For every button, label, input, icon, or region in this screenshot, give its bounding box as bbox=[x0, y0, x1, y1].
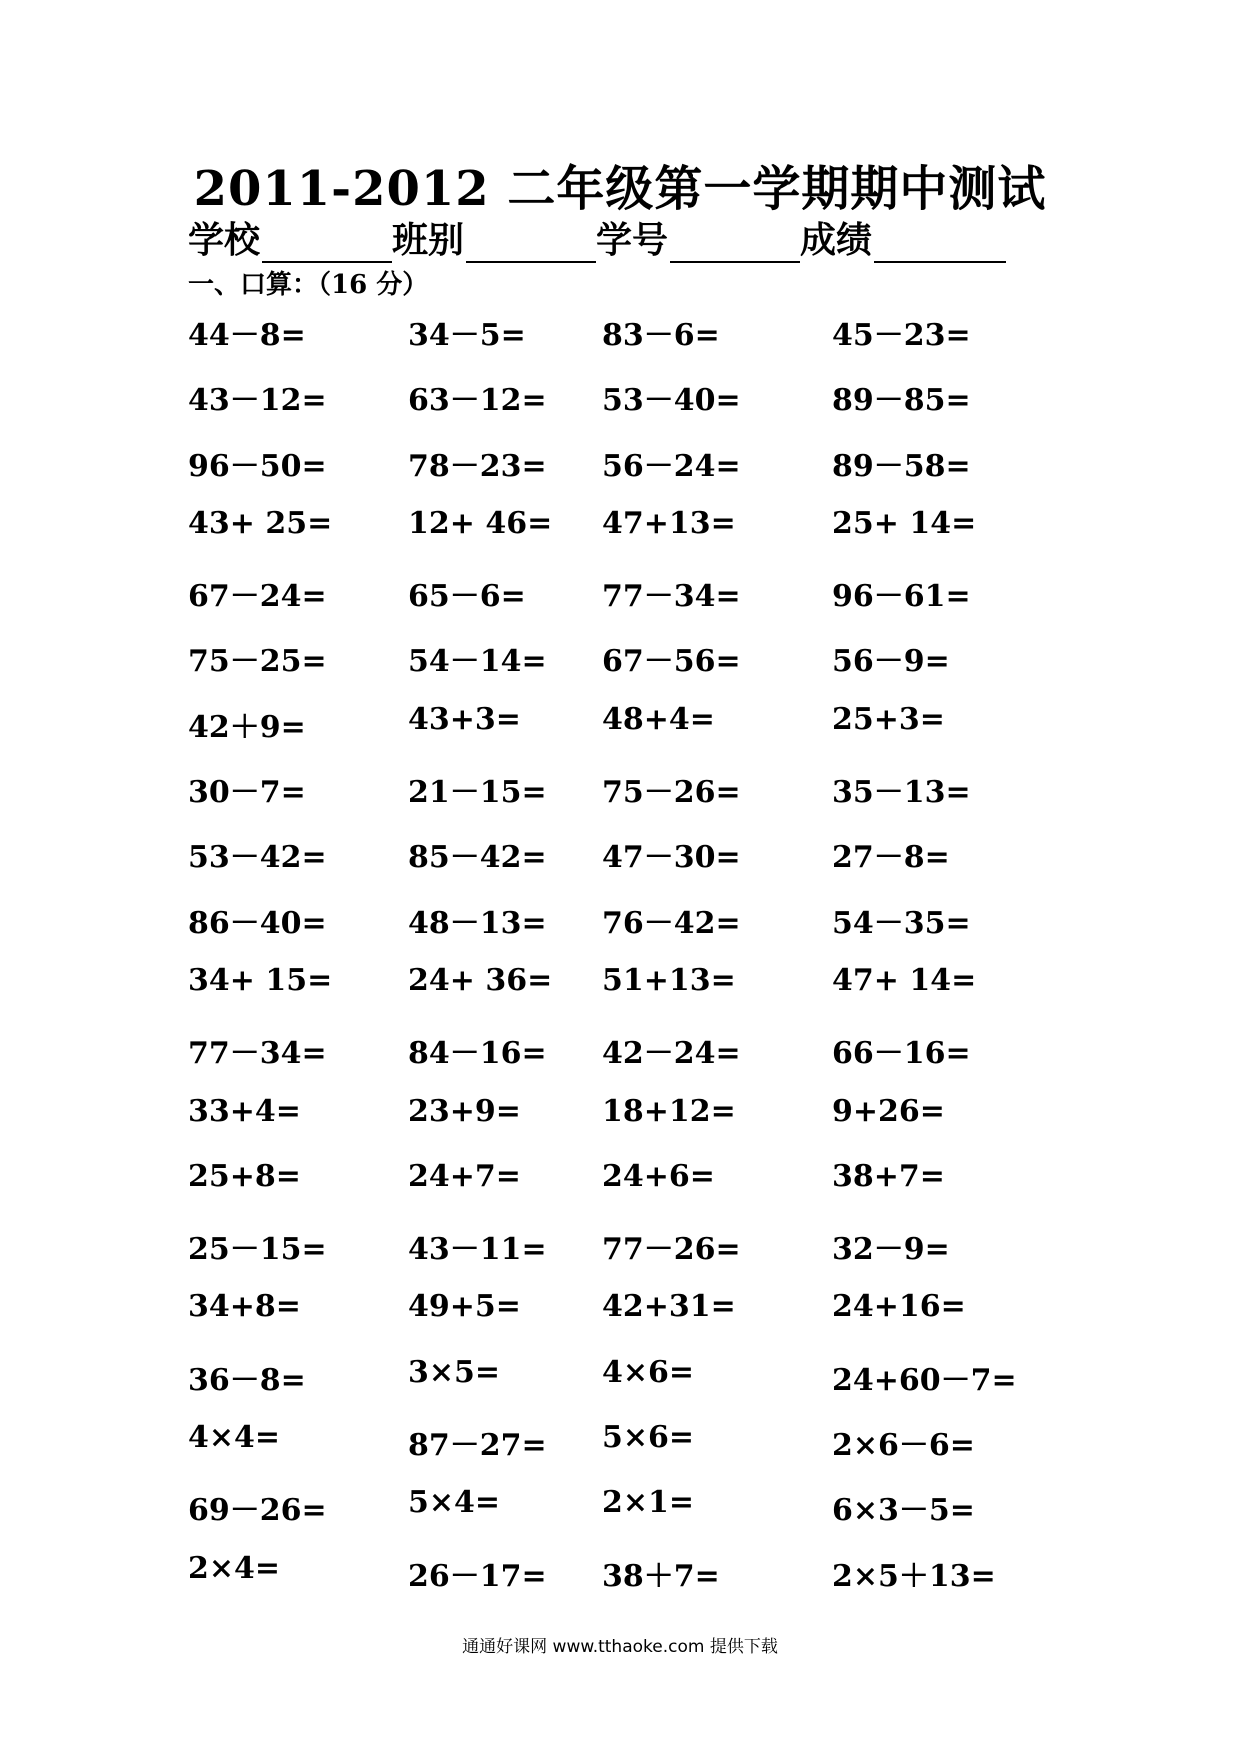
number-field bbox=[596, 212, 800, 263]
problem-item: 76－42= bbox=[602, 905, 741, 941]
problem-item: 27－8= bbox=[832, 840, 950, 876]
problem-item: 42＋9= bbox=[188, 709, 306, 745]
score-label: 成绩 bbox=[800, 219, 873, 261]
problem-item: 34+8= bbox=[188, 1289, 301, 1325]
problem-item: 85－42= bbox=[408, 840, 547, 876]
problem-item: 30－7= bbox=[188, 775, 306, 811]
problem-item: 5×6= bbox=[602, 1420, 695, 1456]
problem-row bbox=[188, 832, 1088, 897]
problem-item: 2×5＋13= bbox=[832, 1558, 996, 1594]
problem-item: 43－11= bbox=[408, 1232, 547, 1268]
problem-item: 24+ 36= bbox=[408, 962, 553, 998]
problem-row bbox=[188, 1355, 1088, 1420]
problem-item: 3×5= bbox=[408, 1354, 501, 1390]
problem-item: 87－27= bbox=[408, 1428, 547, 1464]
problem-item: 69－26= bbox=[188, 1493, 327, 1529]
problem-item: 78－23= bbox=[408, 448, 547, 484]
number-blank bbox=[670, 227, 800, 263]
problem-row bbox=[188, 1094, 1088, 1159]
problem-item: 42－24= bbox=[602, 1036, 741, 1072]
problem-row bbox=[188, 441, 1088, 506]
problem-item: 26－17= bbox=[408, 1558, 547, 1594]
problem-row bbox=[188, 1159, 1088, 1224]
page-title: 2011-2012 二年级第一学期期中测试 bbox=[193, 161, 1047, 217]
problem-item: 36－8= bbox=[188, 1362, 306, 1398]
problem-item: 38+7= bbox=[832, 1158, 945, 1194]
problem-item: 2×1= bbox=[602, 1485, 695, 1521]
class-label: 班别 bbox=[392, 219, 465, 261]
footer-credit: 通通好课网 www.tthaoke.com 提供下载 bbox=[462, 1637, 778, 1657]
problem-item: 2×6－6= bbox=[832, 1428, 975, 1464]
problem-item: 43－12= bbox=[188, 383, 327, 419]
problem-grid bbox=[188, 310, 1088, 1616]
problem-item: 32－9= bbox=[832, 1232, 950, 1268]
problem-item: 25+ 14= bbox=[832, 505, 977, 541]
school-label: 学校 bbox=[188, 219, 261, 261]
problem-item: 43+ 25= bbox=[188, 505, 333, 541]
problem-item: 56－24= bbox=[602, 448, 741, 484]
problem-item: 49+5= bbox=[408, 1289, 521, 1325]
problem-item: 12+ 46= bbox=[408, 505, 553, 541]
problem-item: 48－13= bbox=[408, 905, 547, 941]
problem-item: 56－9= bbox=[832, 644, 950, 680]
problem-row bbox=[188, 702, 1088, 767]
problem-item: 34+ 15= bbox=[188, 962, 333, 998]
problem-item: 24+16= bbox=[832, 1289, 966, 1325]
problem-row bbox=[188, 310, 1088, 375]
class-blank bbox=[466, 227, 596, 263]
problem-item: 4×4= bbox=[188, 1420, 281, 1456]
problem-item: 86－40= bbox=[188, 905, 327, 941]
problem-item: 67－24= bbox=[188, 579, 327, 615]
problem-item: 53－42= bbox=[188, 840, 327, 876]
problem-row bbox=[188, 636, 1088, 701]
problem-row bbox=[188, 506, 1088, 571]
problem-item: 18+12= bbox=[602, 1093, 736, 1129]
problem-item: 45－23= bbox=[832, 318, 971, 353]
problem-item: 2×4= bbox=[188, 1550, 281, 1586]
problem-item: 77－34= bbox=[602, 579, 741, 615]
problem-item: 23+9= bbox=[408, 1093, 521, 1129]
student-info-row bbox=[188, 212, 1006, 263]
problem-item: 48+4= bbox=[602, 701, 715, 737]
number-label: 学号 bbox=[596, 219, 669, 261]
problem-item: 43+3= bbox=[408, 701, 521, 737]
problem-item: 6×3－5= bbox=[832, 1493, 975, 1529]
problem-row bbox=[188, 767, 1088, 832]
score-field bbox=[800, 212, 1006, 263]
problem-item: 54－35= bbox=[832, 905, 971, 941]
problem-item: 96－61= bbox=[832, 579, 971, 615]
problem-item: 38＋7= bbox=[602, 1558, 720, 1594]
problem-row bbox=[188, 1028, 1088, 1093]
school-field bbox=[188, 212, 392, 263]
section-heading: 一、口算：（16 分） bbox=[188, 270, 429, 300]
problem-item: 66－16= bbox=[832, 1036, 971, 1072]
problem-row bbox=[188, 375, 1088, 440]
problem-row bbox=[188, 963, 1088, 1028]
problem-item: 9+26= bbox=[832, 1093, 945, 1129]
problem-item: 21－15= bbox=[408, 775, 547, 811]
problem-item: 25+8= bbox=[188, 1158, 301, 1194]
problem-item: 47+ 14= bbox=[832, 962, 977, 998]
problem-item: 75－25= bbox=[188, 644, 327, 680]
problem-item: 44－8= bbox=[188, 318, 306, 353]
problem-item: 65－6= bbox=[408, 579, 526, 615]
problem-item: 4×6= bbox=[602, 1354, 695, 1390]
problem-item: 35－13= bbox=[832, 775, 971, 811]
problem-item: 47+13= bbox=[602, 505, 736, 541]
problem-item: 54－14= bbox=[408, 644, 547, 680]
problem-item: 25+3= bbox=[832, 701, 945, 737]
class-field bbox=[392, 212, 596, 263]
problem-item: 83－6= bbox=[602, 318, 720, 353]
problem-item: 63－12= bbox=[408, 383, 547, 419]
problem-item: 34－5= bbox=[408, 318, 526, 353]
problem-item: 42+31= bbox=[602, 1289, 736, 1325]
score-blank bbox=[874, 227, 1006, 263]
school-blank bbox=[262, 227, 392, 263]
problem-item: 53－40= bbox=[602, 383, 741, 419]
problem-item: 33+4= bbox=[188, 1093, 301, 1129]
problem-item: 24+60－7= bbox=[832, 1362, 1017, 1398]
problem-row bbox=[188, 1224, 1088, 1289]
problem-row bbox=[188, 1551, 1088, 1616]
problem-item: 47－30= bbox=[602, 840, 741, 876]
problem-item: 51+13= bbox=[602, 962, 736, 998]
problem-row bbox=[188, 1485, 1088, 1550]
problem-item: 84－16= bbox=[408, 1036, 547, 1072]
problem-item: 96－50= bbox=[188, 448, 327, 484]
problem-row bbox=[188, 1289, 1088, 1354]
problem-item: 77－26= bbox=[602, 1232, 741, 1268]
problem-item: 89－58= bbox=[832, 448, 971, 484]
problem-row bbox=[188, 571, 1088, 636]
problem-item: 25－15= bbox=[188, 1232, 327, 1268]
problem-item: 5×4= bbox=[408, 1485, 501, 1521]
problem-item: 67－56= bbox=[602, 644, 741, 680]
problem-item: 77－34= bbox=[188, 1036, 327, 1072]
problem-item: 24+7= bbox=[408, 1158, 521, 1194]
problem-row bbox=[188, 1420, 1088, 1485]
problem-row bbox=[188, 898, 1088, 963]
problem-item: 75－26= bbox=[602, 775, 741, 811]
problem-item: 24+6= bbox=[602, 1158, 715, 1194]
problem-item: 89－85= bbox=[832, 383, 971, 419]
